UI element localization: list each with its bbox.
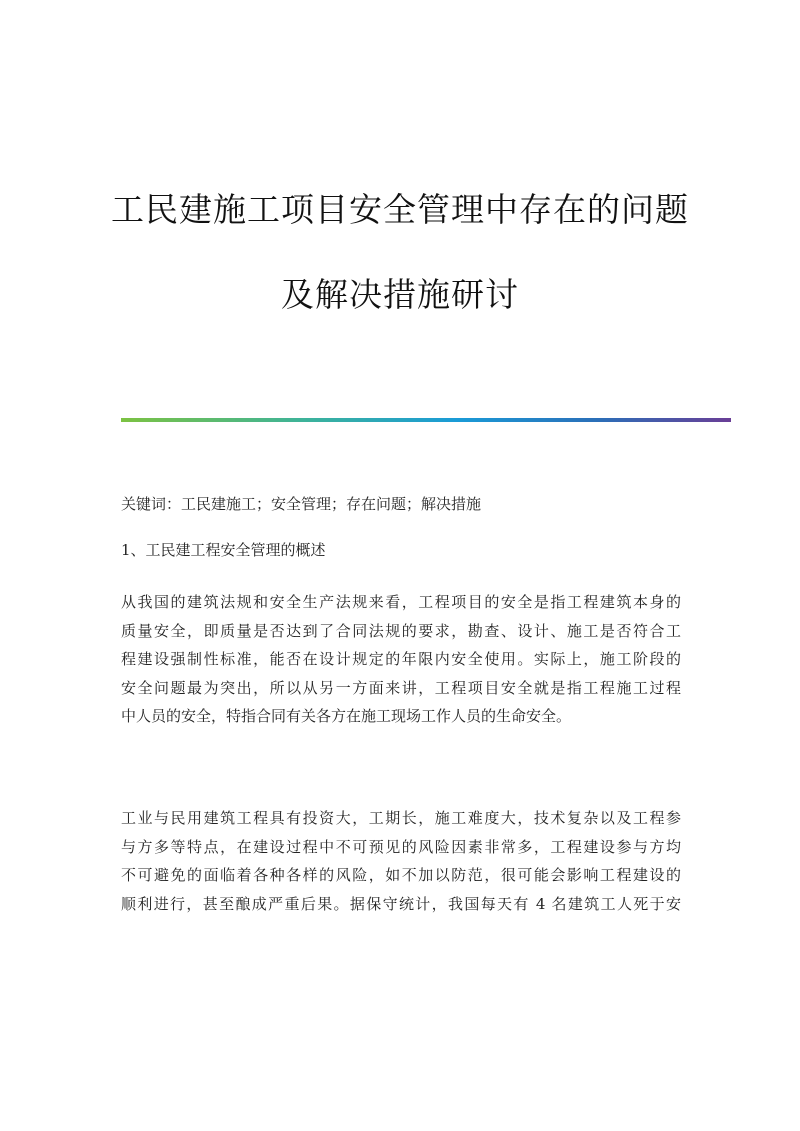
section-heading: 1、工民建工程安全管理的概述 [121, 541, 326, 559]
paragraph-line: 顺利进行，甚至酿成严重后果。据保守统计，我国每天有 4 名建筑工人死于安 [121, 894, 681, 913]
paragraph-line: 程建设强制性标准，能否在设计规定的年限内安全使用。实际上，施工阶段的 [121, 650, 681, 668]
paragraph-1 [121, 588, 681, 731]
paragraph-line: 安全问题最为突出，所以从另一方面来讲，工程项目安全就是指工程施工过程 [121, 678, 681, 697]
paragraph-line: 工业与民用建筑工程具有投资大，工期长，施工难度大，技术复杂以及工程参 [121, 809, 681, 827]
paragraph-line: 不可避免的面临着各种各样的风险，如不加以防范，很可能会影响工程建设的 [121, 866, 681, 884]
document-title-line-2: 及解决措施研讨 [281, 275, 519, 314]
document-title-line-1: 工民建施工项目安全管理中存在的问题 [111, 190, 689, 229]
paragraph-line: 质量安全，即质量是否达到了合同法规的要求，勘查、设计、施工是否符合工 [121, 621, 681, 640]
paragraph-line: 与方多等特点，在建设过程中不可预见的风险因素非常多，工程建设参与方均 [121, 837, 681, 856]
gradient-divider [121, 418, 731, 422]
paragraph-2 [121, 804, 681, 918]
paragraph-line: 中人员的安全，特指合同有关各方在施工现场工作人员的生命安全。 [121, 707, 572, 725]
paragraph-line: 从我国的建筑法规和安全生产法规来看，工程项目的安全是指工程建筑本身的 [121, 593, 681, 611]
keywords-line: 关键词：工民建施工；安全管理；存在问题；解决措施 [121, 495, 482, 513]
